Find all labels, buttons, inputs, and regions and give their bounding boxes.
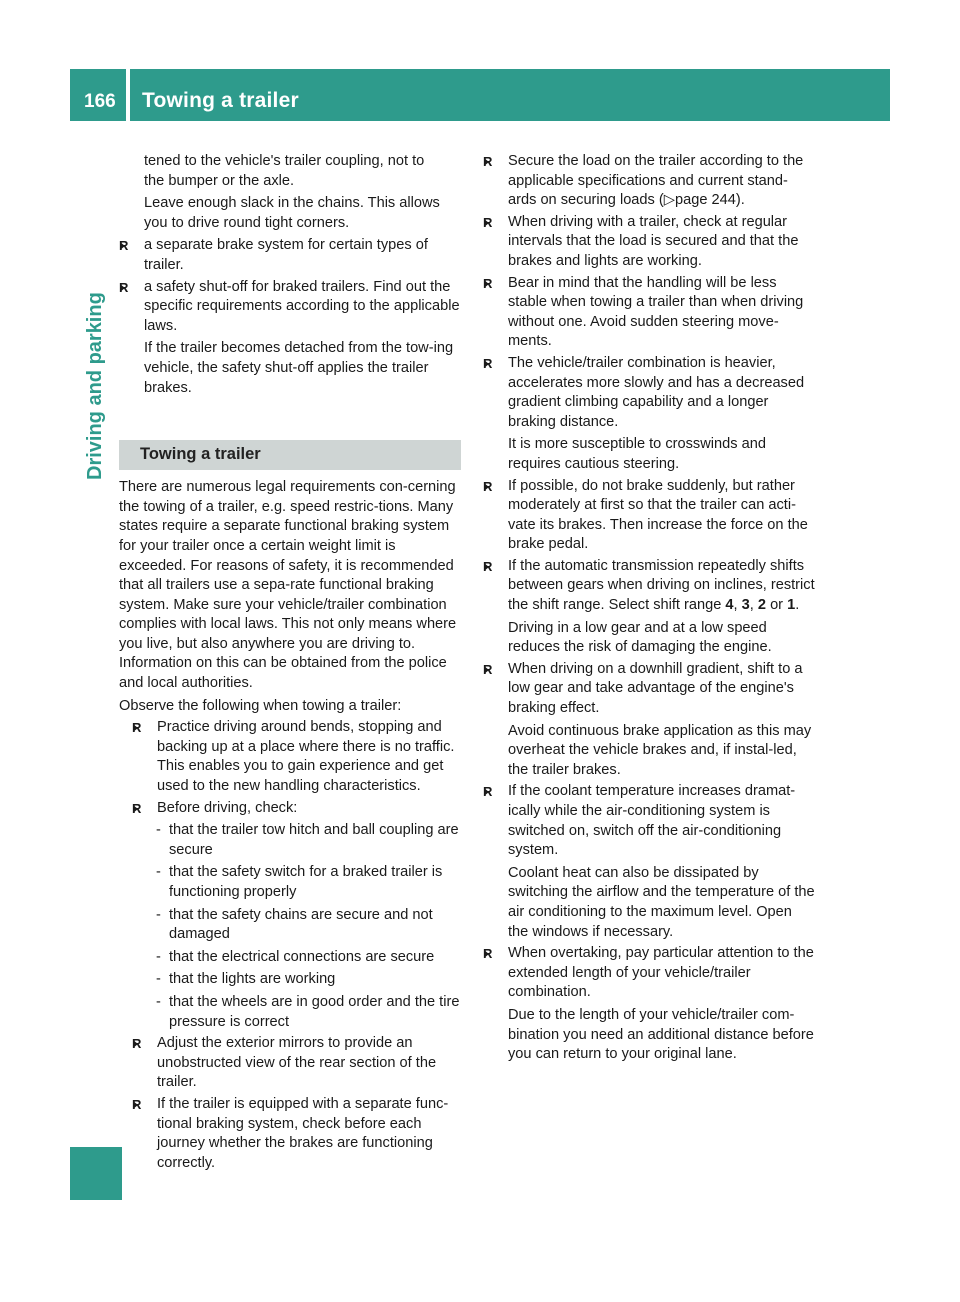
bullet-icon: R (483, 275, 493, 291)
low-gear-note: Driving in a low gear and at a low speed reduces the risk of damaging the engine. (508, 619, 772, 656)
page-header (70, 69, 890, 121)
observe-line: Observe the following when towing a trailer: (119, 697, 402, 714)
page-number: 166 (84, 91, 116, 112)
arrow-right-icon: ▷ (663, 192, 675, 209)
gear-3: 3 (741, 597, 750, 614)
left-column (119, 152, 461, 1173)
list-item: R a separate brake system for certain types of trailer. (119, 236, 461, 275)
check-item: - that the safety switch for a braked trailer is functioning properly (156, 864, 443, 900)
bullet-icon: R (483, 355, 493, 371)
list-item: R a safety shut-off for braked trailers. Find out the specific requirements according to the applicable laws. If the trailer becomes detached from the tow-ing vehicle, the safety shut-off applies the trailer brakes. (119, 278, 461, 399)
bullet-icon: R (119, 279, 129, 295)
section-heading: Towing a trailer (119, 440, 461, 470)
gear-4: 4 (725, 597, 734, 614)
bullet-icon: R (132, 800, 142, 816)
shutoff-note: If the trailer becomes detached from the tow-ing vehicle, the safety shut-off applies the trailer brakes. (144, 340, 454, 396)
continued-text (119, 152, 461, 233)
check-item: - that the electrical connections are secure (156, 948, 435, 965)
list-item: R Adjust the exterior mirrors to provide an unobstructed view of the rear section of the trailer. (132, 1034, 461, 1093)
list-item: R Practice driving around bends, stopping and backing up at a place where there is no traffic. This enables you to gain experience and get used to the new handling characteristics. (132, 718, 461, 796)
gear-2: 2 (757, 597, 767, 614)
check-list (144, 821, 461, 1032)
list-item: R If the trailer is equipped with a separate func-tional braking system, check before each journey whether the brakes are functioning correctly. (132, 1095, 461, 1173)
list-item: R When driving on a downhill gradient, shift to a low gear and take advantage of the engine's braking effect. Avoid continuous brake application as this may overheat the vehicle brakes and, if instal-led, the trailer brakes. (483, 660, 815, 781)
list-item: R Before driving, check: - that the trailer tow hitch and ball coupling are secure - that the safety switch for a braked trailer is functioning properly - that the safety chains are secure and not damaged - that the electrical connections are secure - that the lights are working - that the wheels are in good order and the tire pressure is correct (132, 799, 461, 1033)
list-item: R If the coolant temperature increases dramat-ically while the air-conditioning system is switched on, switch off the air-conditioning system. Coolant heat can also be dissipated by switching the airflow and the temperature of the air conditioning to the maximum level. Open the windows if necessary. (483, 782, 815, 942)
list-item: R If possible, do not brake suddenly, but rather moderately at first so that the trailer can acti-vate its brakes. Then increase the force on the brake pedal. (483, 477, 815, 555)
check-item: - that the wheels are in good order and the tire pressure is correct (156, 993, 460, 1030)
header-divider (126, 69, 130, 121)
check-item: - that the lights are working (156, 971, 336, 988)
list-item: R When overtaking, pay particular attention to the extended length of your vehicle/trailer combination. Due to the length of your vehicle/trailer com-bination you need an additional distance before you can return to your original lane. (483, 944, 815, 1065)
bullet-icon: R (132, 1096, 142, 1112)
chapter-label: Driving and parking (84, 292, 106, 480)
intro-paragraph: There are numerous legal requirements con-cerning the towing of a trailer, e.g. speed restric-tions. Many states require a separate functional braking system for your trailer once a certain weight limit is exceeded. For reasons of safety, it is recommended that all trailers use a sepa-rate functional braking system. Make sure your vehicle/trailer combination complies with local laws. This not only means where you live, but also anywhere you are driving to. Information on this can be obtained from the police and local authorities. (119, 479, 457, 692)
bullet-icon: R (119, 238, 129, 254)
continued-line-2: the bumper or the axle. (144, 172, 295, 189)
list-item: R Secure the load on the trailer according to the applicable specifications and current stand-ards on securing loads (▷page 244). (483, 152, 815, 211)
slack-note: Leave enough slack in the chains. This allows you to drive round tight corners. (144, 195, 440, 231)
bullet-icon: R (483, 661, 493, 677)
chapter-marker (70, 1147, 122, 1200)
right-column (483, 152, 815, 1065)
list-item: R When driving with a trailer, check at regular intervals that the load is secured and that the brakes and lights are working. (483, 213, 815, 272)
overtake-note: Due to the length of your vehicle/trailer com-bination you need an additional distance before you can return to your original lane. (508, 1006, 814, 1063)
gear-1: 1 (787, 597, 796, 614)
bullet-icon: R (132, 720, 142, 736)
crosswind-note: It is more susceptible to crosswinds and requires cautious steering. (508, 436, 766, 472)
bullet-icon: R (483, 154, 493, 169)
page-title: Towing a trailer (142, 89, 299, 112)
bullet-icon: R (483, 214, 493, 230)
list-item: R The vehicle/trailer combination is heavier, accelerates more slowly and has a decreased gradient climbing capability and a longer braking distance. It is more susceptible to crosswinds and requires cautious steering. (483, 354, 815, 475)
bullet-icon: R (483, 558, 493, 574)
continued-line-1: tened to the vehicle's trailer coupling, not to (144, 153, 425, 169)
check-item: - that the safety chains are secure and not damaged (156, 906, 433, 943)
list-item: R Bear in mind that the handling will be less stable when towing a trailer than when driving without one. Avoid sudden steering move-ments. (483, 274, 815, 352)
bullet-icon: R (132, 1036, 142, 1052)
check-item: - that the trailer tow hitch and ball coupling are secure (156, 822, 459, 858)
list-item: R If the automatic transmission repeatedly shifts between gears when driving on inclines, restrict the shift range. Select shift range 4, 3, 2 or 1. Driving in a low gear and at a low speed reduces the risk of damaging the engine. (483, 557, 815, 658)
page-reference[interactable]: page 244 (674, 192, 736, 209)
bullet-icon: R (483, 784, 493, 800)
bullet-icon: R (483, 478, 493, 494)
bullet-icon: R (483, 946, 493, 962)
coolant-note: Coolant heat can also be dissipated by switching the airflow and the temperature of the air conditioning to the maximum level. Open the windows if necessary. (508, 864, 815, 940)
brake-note: Avoid continuous brake application as this may overheat the vehicle brakes and, if instal-led, the trailer brakes. (508, 722, 812, 778)
